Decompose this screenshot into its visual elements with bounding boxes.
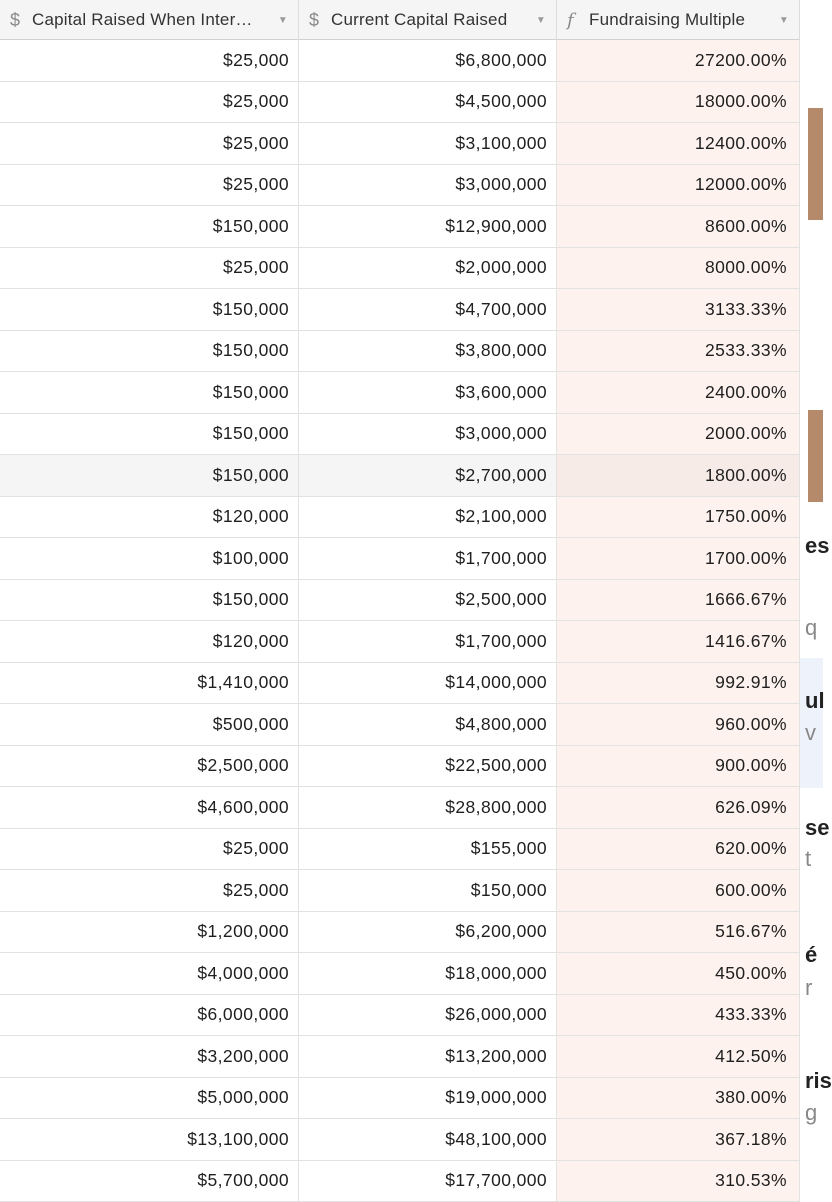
table-row[interactable] — [0, 165, 800, 207]
side-text-fragment: q — [805, 615, 817, 641]
table-row[interactable] — [0, 580, 800, 622]
chevron-down-icon[interactable]: ▼ — [278, 15, 288, 26]
cell-capital-raised-when-interviewed[interactable]: $25,000 — [0, 123, 299, 164]
table-row[interactable] — [0, 663, 800, 705]
thumbnail-image[interactable] — [808, 108, 823, 220]
cell-capital-raised-when-interviewed[interactable]: $3,200,000 — [0, 1036, 299, 1077]
column-header-current-capital-raised[interactable] — [299, 0, 557, 40]
side-text-fragment: ris — [805, 1068, 832, 1094]
cell-current-capital-raised[interactable]: $14,000,000 — [299, 663, 557, 704]
cell-current-capital-raised[interactable]: $2,100,000 — [299, 497, 557, 538]
cell-fundraising-multiple[interactable]: 2533.33% — [557, 331, 800, 372]
cell-capital-raised-when-interviewed[interactable]: $4,600,000 — [0, 787, 299, 828]
cell-capital-raised-when-interviewed[interactable]: $150,000 — [0, 414, 299, 455]
cell-current-capital-raised[interactable]: $6,200,000 — [299, 912, 557, 953]
table-row[interactable] — [0, 331, 800, 373]
cell-current-capital-raised[interactable]: $3,000,000 — [299, 414, 557, 455]
table-row[interactable] — [0, 455, 800, 497]
table-row[interactable] — [0, 1078, 800, 1120]
cell-fundraising-multiple[interactable]: 12400.00% — [557, 123, 800, 164]
table-row[interactable] — [0, 82, 800, 124]
cell-fundraising-multiple[interactable]: 1700.00% — [557, 538, 800, 579]
cell-capital-raised-when-interviewed[interactable]: $2,500,000 — [0, 746, 299, 787]
cell-fundraising-multiple[interactable]: 450.00% — [557, 953, 800, 994]
cell-fundraising-multiple[interactable]: 626.09% — [557, 787, 800, 828]
cell-capital-raised-when-interviewed[interactable]: $150,000 — [0, 289, 299, 330]
cell-capital-raised-when-interviewed[interactable]: $25,000 — [0, 82, 299, 123]
column-header-label: Capital Raised When Inter… — [32, 10, 270, 30]
currency-icon: $ — [309, 10, 331, 31]
cell-capital-raised-when-interviewed[interactable]: $4,000,000 — [0, 953, 299, 994]
cell-capital-raised-when-interviewed[interactable]: $150,000 — [0, 580, 299, 621]
table-row[interactable] — [0, 704, 800, 746]
cell-current-capital-raised[interactable]: $1,700,000 — [299, 538, 557, 579]
side-text-fragment: é — [805, 942, 817, 968]
side-text-fragment: g — [805, 1100, 817, 1126]
cell-current-capital-raised[interactable]: $2,700,000 — [299, 455, 557, 496]
cell-current-capital-raised[interactable]: $1,700,000 — [299, 621, 557, 662]
cell-fundraising-multiple[interactable]: 2000.00% — [557, 414, 800, 455]
cell-current-capital-raised[interactable]: $19,000,000 — [299, 1078, 557, 1119]
table-row[interactable] — [0, 123, 800, 165]
cell-fundraising-multiple[interactable]: 900.00% — [557, 746, 800, 787]
table-row[interactable] — [0, 829, 800, 871]
chevron-down-icon[interactable]: ▼ — [779, 15, 789, 26]
cell-capital-raised-when-interviewed[interactable]: $1,200,000 — [0, 912, 299, 953]
column-header-label: Current Capital Raised — [331, 10, 528, 30]
cell-fundraising-multiple[interactable]: 412.50% — [557, 1036, 800, 1077]
table-row[interactable] — [0, 372, 800, 414]
cell-current-capital-raised[interactable]: $155,000 — [299, 829, 557, 870]
column-header-capital-raised-when-interviewed[interactable] — [0, 0, 299, 40]
cell-current-capital-raised[interactable]: $22,500,000 — [299, 746, 557, 787]
cell-fundraising-multiple[interactable]: 18000.00% — [557, 82, 800, 123]
cell-capital-raised-when-interviewed[interactable]: $1,410,000 — [0, 663, 299, 704]
cell-capital-raised-when-interviewed[interactable]: $6,000,000 — [0, 995, 299, 1036]
table-row[interactable] — [0, 538, 800, 580]
cell-capital-raised-when-interviewed[interactable]: $150,000 — [0, 455, 299, 496]
cell-fundraising-multiple[interactable]: 380.00% — [557, 1078, 800, 1119]
cell-current-capital-raised[interactable]: $4,700,000 — [299, 289, 557, 330]
table-row[interactable] — [0, 248, 800, 290]
cell-fundraising-multiple[interactable]: 310.53% — [557, 1161, 800, 1202]
table-row[interactable] — [0, 497, 800, 539]
cell-capital-raised-when-interviewed[interactable]: $13,100,000 — [0, 1119, 299, 1160]
cell-current-capital-raised[interactable]: $13,200,000 — [299, 1036, 557, 1077]
table-row[interactable] — [0, 912, 800, 954]
cell-fundraising-multiple[interactable]: 367.18% — [557, 1119, 800, 1160]
side-panel-partial — [800, 0, 823, 1200]
cell-current-capital-raised[interactable]: $2,500,000 — [299, 580, 557, 621]
cell-capital-raised-when-interviewed[interactable]: $120,000 — [0, 497, 299, 538]
side-text-fragment: ul — [805, 688, 825, 714]
cell-fundraising-multiple[interactable]: 620.00% — [557, 829, 800, 870]
column-header-label: Fundraising Multiple — [589, 10, 771, 30]
cell-current-capital-raised[interactable]: $150,000 — [299, 870, 557, 911]
cell-current-capital-raised[interactable]: $2,000,000 — [299, 248, 557, 289]
cell-fundraising-multiple[interactable]: 433.33% — [557, 995, 800, 1036]
cell-fundraising-multiple[interactable]: 1666.67% — [557, 580, 800, 621]
table-row[interactable] — [0, 787, 800, 829]
cell-fundraising-multiple[interactable]: 960.00% — [557, 704, 800, 745]
cell-capital-raised-when-interviewed[interactable]: $25,000 — [0, 165, 299, 206]
table-row[interactable] — [0, 870, 800, 912]
cell-current-capital-raised[interactable]: $6,800,000 — [299, 40, 557, 81]
thumbnail-image[interactable] — [808, 410, 823, 502]
table-row[interactable] — [0, 206, 800, 248]
table-row[interactable] — [0, 289, 800, 331]
table-row[interactable] — [0, 1036, 800, 1078]
cell-capital-raised-when-interviewed[interactable]: $500,000 — [0, 704, 299, 745]
cell-current-capital-raised[interactable]: $3,000,000 — [299, 165, 557, 206]
cell-current-capital-raised[interactable]: $26,000,000 — [299, 995, 557, 1036]
cell-capital-raised-when-interviewed[interactable]: $25,000 — [0, 40, 299, 81]
table-row[interactable] — [0, 40, 800, 82]
cell-fundraising-multiple[interactable]: 1750.00% — [557, 497, 800, 538]
cell-capital-raised-when-interviewed[interactable]: $150,000 — [0, 372, 299, 413]
cell-fundraising-multiple[interactable]: 27200.00% — [557, 40, 800, 81]
cell-current-capital-raised[interactable]: $28,800,000 — [299, 787, 557, 828]
column-header-fundraising-multiple[interactable] — [557, 0, 800, 40]
cell-fundraising-multiple[interactable]: 2400.00% — [557, 372, 800, 413]
cell-current-capital-raised[interactable]: $3,800,000 — [299, 331, 557, 372]
cell-capital-raised-when-interviewed[interactable]: $150,000 — [0, 206, 299, 247]
table-row[interactable] — [0, 953, 800, 995]
side-text-fragment: se — [805, 815, 829, 841]
cell-fundraising-multiple[interactable]: 600.00% — [557, 870, 800, 911]
table-row[interactable] — [0, 414, 800, 456]
table-row[interactable] — [0, 1161, 800, 1202]
chevron-down-icon[interactable]: ▼ — [536, 15, 546, 26]
cell-fundraising-multiple[interactable]: 1416.67% — [557, 621, 800, 662]
cell-fundraising-multiple[interactable]: 3133.33% — [557, 289, 800, 330]
cell-current-capital-raised[interactable]: $3,600,000 — [299, 372, 557, 413]
cell-fundraising-multiple[interactable]: 8600.00% — [557, 206, 800, 247]
cell-fundraising-multiple[interactable]: 992.91% — [557, 663, 800, 704]
table-row[interactable] — [0, 995, 800, 1037]
side-text-fragment: es — [805, 533, 829, 559]
table-row[interactable] — [0, 1119, 800, 1161]
cell-capital-raised-when-interviewed[interactable]: $100,000 — [0, 538, 299, 579]
cell-fundraising-multiple[interactable]: 516.67% — [557, 912, 800, 953]
cell-fundraising-multiple[interactable]: 1800.00% — [557, 455, 800, 496]
cell-current-capital-raised[interactable]: $3,100,000 — [299, 123, 557, 164]
formula-icon: f — [567, 10, 589, 31]
cell-capital-raised-when-interviewed[interactable]: $5,700,000 — [0, 1161, 299, 1202]
side-text-fragment: v — [805, 720, 816, 746]
cell-current-capital-raised[interactable]: $18,000,000 — [299, 953, 557, 994]
cell-current-capital-raised[interactable]: $12,900,000 — [299, 206, 557, 247]
table-row[interactable] — [0, 621, 800, 663]
cell-capital-raised-when-interviewed[interactable]: $120,000 — [0, 621, 299, 662]
grid-body — [0, 40, 800, 1202]
cell-capital-raised-when-interviewed[interactable]: $25,000 — [0, 248, 299, 289]
cell-current-capital-raised[interactable]: $17,700,000 — [299, 1161, 557, 1202]
cell-fundraising-multiple[interactable]: 12000.00% — [557, 165, 800, 206]
cell-current-capital-raised[interactable]: $4,500,000 — [299, 82, 557, 123]
currency-icon: $ — [10, 10, 32, 31]
cell-capital-raised-when-interviewed[interactable]: $150,000 — [0, 331, 299, 372]
cell-fundraising-multiple[interactable]: 8000.00% — [557, 248, 800, 289]
cell-capital-raised-when-interviewed[interactable]: $5,000,000 — [0, 1078, 299, 1119]
grid-header — [0, 0, 800, 40]
side-text-fragment: t — [805, 846, 811, 872]
cell-current-capital-raised[interactable]: $4,800,000 — [299, 704, 557, 745]
cell-current-capital-raised[interactable]: $48,100,000 — [299, 1119, 557, 1160]
cell-capital-raised-when-interviewed[interactable]: $25,000 — [0, 829, 299, 870]
cell-capital-raised-when-interviewed[interactable]: $25,000 — [0, 870, 299, 911]
side-text-fragment: r — [805, 975, 812, 1001]
table-row[interactable] — [0, 746, 800, 788]
